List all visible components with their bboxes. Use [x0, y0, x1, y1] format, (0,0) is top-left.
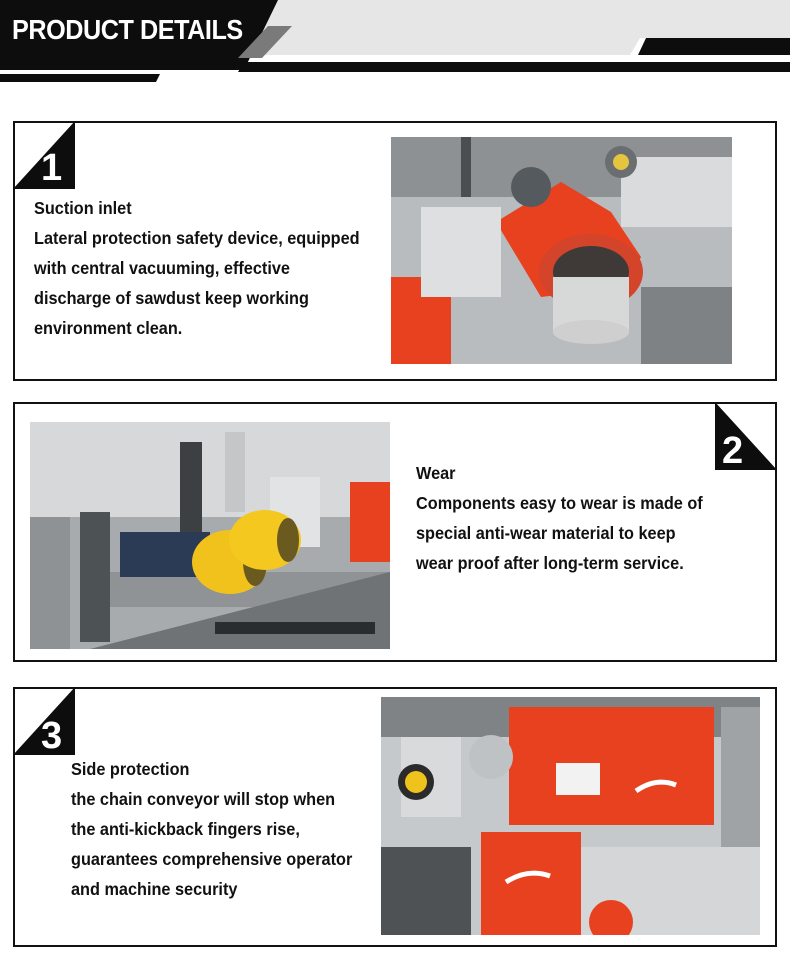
suction-inlet-machine-photo — [391, 137, 732, 364]
feature-title-1: Suction inlet — [34, 198, 132, 218]
side-protection-cover-photo — [381, 697, 760, 935]
header-banner — [0, 0, 790, 85]
feature-description-2: Components easy to wear is made of special anti-wear material to keep wear proof after long-term service. — [416, 493, 703, 573]
feature-number-2: 2 — [722, 430, 744, 472]
feature-title-3: Side protection — [71, 759, 190, 779]
feature-number-1: 1 — [41, 147, 63, 189]
feature-description-3: the chain conveyor will stop when the anti-kickback fingers rise, guarantees comprehensive operator and machine security — [71, 789, 353, 899]
page-title: PRODUCT DETAILS — [12, 14, 243, 45]
feature-description-1: Lateral protection safety device, equipped with central vacuuming, effective discharge of sawdust keep working environment clean. — [34, 228, 360, 338]
feature-title-2: Wear — [416, 463, 456, 483]
feature-number-3: 3 — [41, 715, 63, 757]
yellow-feed-rollers-photo — [30, 422, 390, 649]
